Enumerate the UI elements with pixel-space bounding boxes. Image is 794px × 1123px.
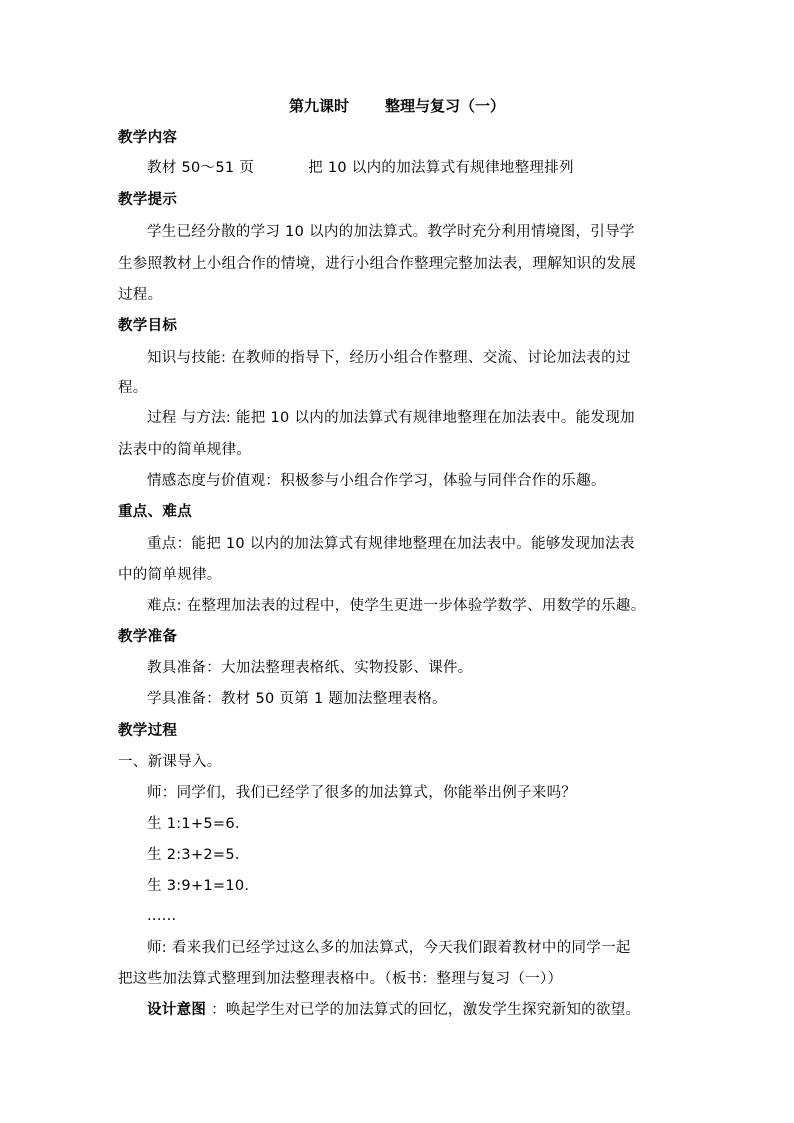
goal-knowledge-line-2: 程。 (118, 380, 148, 396)
prep-teacher: 教具准备：大加法整理表格纸、实物投影、课件。 (147, 660, 473, 676)
section-heading-key: 重点、难点 (118, 504, 192, 520)
section-heading-content: 教学内容 (118, 130, 178, 146)
section-heading-hint: 教学提示 (118, 192, 178, 208)
goal-process-line-2: 法表中的简单规律。 (118, 442, 252, 458)
teacher-summary-line-1: 师: 看来我们已经学过这么多的加法算式，今天我们跟着教材中的同学一起 (147, 940, 631, 956)
hint-line-3: 过程。 (118, 287, 163, 303)
content-line (147, 158, 574, 178)
design-intent-text: ：唤起学生对已学的加法算式的回忆，激发学生探究新知的欲望。 (211, 1002, 641, 1018)
teacher-summary-line-2: 把这些加法算式整理到加法整理表格中。（板书：整理与复习（一）） (118, 971, 563, 987)
student-answer-1: 生 1:1+5=6. (147, 816, 240, 832)
design-intent-label: 设计意图 (147, 1002, 207, 1018)
ellipsis: ...... (147, 908, 177, 924)
section-heading-prep: 教学准备 (118, 629, 178, 645)
hint-line-1: 学生已经分散的学习 10 以内的加法算式。教学时充分利用情境图，引导学 (147, 224, 635, 240)
student-answer-2: 生 2:3+2=5. (147, 847, 240, 863)
prep-student: 学具准备：教材 50 页第 1 题加法整理表格。 (147, 691, 447, 707)
design-intent (147, 1000, 640, 1020)
lesson-topic: 整理与复习（一） (385, 97, 506, 115)
hint-line-2: 生参照教材上小组合作的情境，进行小组合作整理完整加法表，理解知识的发展 (118, 256, 636, 272)
difficulty: 难点: 在整理加法表的过程中，使学生更进一步体验学数学、用数学的乐趣。 (147, 598, 646, 614)
student-answer-3: 生 3:9+1=10. (147, 878, 250, 894)
section-heading-goals: 教学目标 (118, 318, 178, 334)
content-summary: 把 10 以内的加法算式有规律地整理排列 (308, 160, 574, 176)
key-point-line-1: 重点：能把 10 以内的加法算式有规律地整理在加法表中。能够发现加法表 (147, 536, 635, 552)
goal-process-line-1: 过程 与方法: 能把 10 以内的加法算式有规律地整理在加法表中。能发现加 (147, 410, 635, 426)
textbook-pages: 教材 50～51 页 (147, 160, 255, 176)
process-section-1: 一、新课导入。 (118, 754, 222, 770)
key-point-line-2: 中的简单规律。 (118, 567, 222, 583)
section-heading-process: 教学过程 (118, 723, 178, 739)
goal-knowledge-line-1: 知识与技能: 在教师的指导下，经历小组合作整理、交流、讨论加法表的过 (147, 350, 631, 366)
goal-emotion: 情感态度与价值观：积极参与小组合作学习，体验与同伴合作的乐趣。 (147, 473, 606, 489)
page-title (0, 96, 794, 116)
teacher-question: 师：同学们，我们已经学了很多的加法算式，你能举出例子来吗？ (147, 785, 577, 801)
lesson-number: 第九课时 (288, 97, 349, 115)
